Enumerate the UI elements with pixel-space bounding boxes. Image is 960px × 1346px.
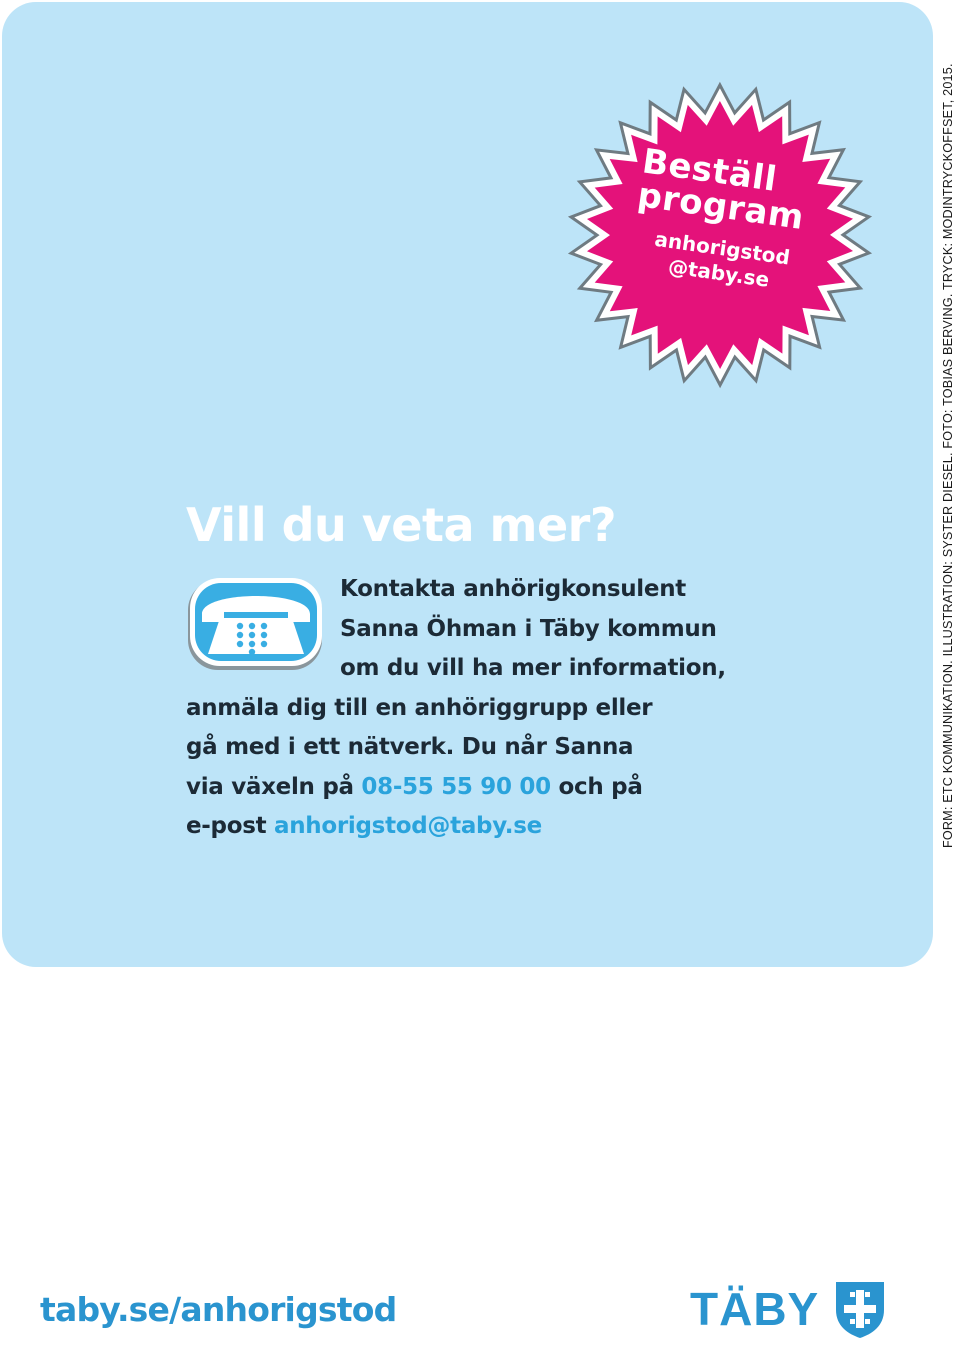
badge-text <box>627 141 833 299</box>
footer-url-link[interactable]: taby.se/anhorigstod <box>40 1290 397 1329</box>
phone-number-link[interactable]: 08-55 55 90 00 <box>361 773 551 800</box>
contact-text <box>186 570 786 847</box>
contact-line-6 <box>186 768 786 808</box>
page-heading: Vill du veta mer? <box>186 498 617 552</box>
contact-line-1: Kontakta anhörigkonsulent <box>340 576 686 602</box>
contact-line-2: Sanna Öhman i Täby kommun <box>340 615 717 642</box>
contact-line-7 <box>186 807 786 847</box>
email-prefix: e-post <box>186 813 275 839</box>
badge-title: Beställ program <box>635 141 807 239</box>
phone-suffix: och på <box>550 773 643 800</box>
contact-line-5: gå med i ett nätverk. Du når Sanna <box>186 734 634 760</box>
print-credits: FORM: ETC KOMMUNIKATION. ILLUSTRATION: SYSTER DIESEL. FOTO: TOBIAS BERVING. TRYCK: MODINTRYCKOFFSET, 2015. <box>941 63 955 848</box>
badge-email[interactable]: anhorigstod @taby.se <box>653 226 792 292</box>
taby-logo-text: TÄBY <box>690 1283 820 1335</box>
phone-prefix: via växeln på <box>186 773 362 800</box>
order-program-badge[interactable] <box>565 65 875 405</box>
email-link[interactable]: anhorigstod@taby.se <box>274 813 542 839</box>
contact-line-3: om du vill ha mer information, <box>340 655 726 681</box>
contact-line-4: anmäla dig till en anhöriggrupp eller <box>186 694 653 721</box>
taby-shield-icon <box>832 1278 888 1340</box>
